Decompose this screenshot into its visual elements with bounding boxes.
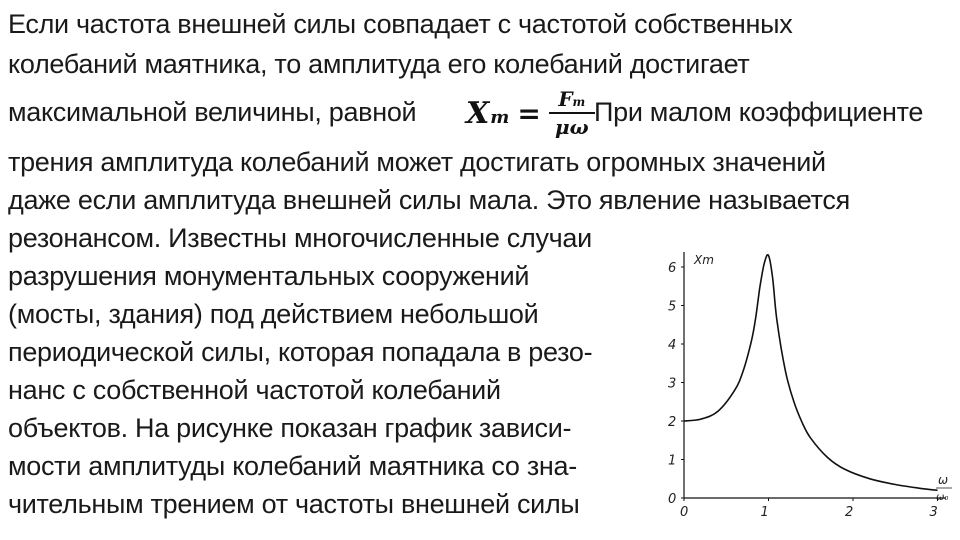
text-line-2: колебаний маятника, то амплитуда его колебаний достигает xyxy=(8,49,750,79)
x-axis-title-numerator: ω xyxy=(938,473,949,487)
text-line-8: (мосты, здания) под действием небольшой xyxy=(8,299,539,329)
y-tick-label: 1 xyxy=(668,453,677,469)
formula-numerator-symbol: F xyxy=(558,87,573,111)
text-line-4: трения амплитуда колебаний может достигать огромных значений xyxy=(8,147,826,177)
text-line-11: объектов. На рисунке показан график зависи- xyxy=(8,413,572,443)
y-tick-label: 6 xyxy=(668,261,677,276)
formula-equals: = xyxy=(517,96,541,130)
text-line-12: мости амплитуды колебаний маятника со зна- xyxy=(8,451,577,481)
amplitude-formula xyxy=(466,86,595,140)
formula-numerator-subscript: m xyxy=(572,95,586,109)
y-tick-label: 2 xyxy=(668,415,677,430)
text-line-10: нанс с собственной частотой колебаний xyxy=(8,375,501,405)
series-line xyxy=(684,255,938,491)
formula-lhs-symbol: X xyxy=(466,95,490,131)
text-line-9: периодической силы, которая попадала в резо- xyxy=(8,337,593,367)
formula-fraction xyxy=(549,87,595,139)
text-line-1: Если частота внешней силы совпадает с частотой собственных xyxy=(8,9,793,39)
formula-lhs xyxy=(466,96,509,131)
chart-ticks xyxy=(668,261,938,520)
formula-denominator: μω xyxy=(554,115,589,139)
text-line-6: резонансом. Известны многочисленные случаи xyxy=(8,223,592,253)
x-tick-label: 2 xyxy=(845,505,854,520)
y-tick-label: 4 xyxy=(668,338,677,353)
formula-lhs-subscript: m xyxy=(490,106,510,128)
x-axis-title-denominator: ω₀ xyxy=(936,492,949,503)
text-line-13: чительным трением от частоты внешней силы xyxy=(8,489,580,519)
x-tick-label: 1 xyxy=(760,505,769,520)
text-line-3-before: максимальной величины, равной xyxy=(8,97,417,127)
y-tick-label: 5 xyxy=(668,299,677,315)
y-axis-title: Xm xyxy=(694,253,714,267)
text-line-7: разрушения монументальных сооружений xyxy=(8,261,530,291)
resonance-chart xyxy=(650,238,956,528)
formula-numerator xyxy=(558,87,585,111)
fraction-bar xyxy=(549,112,595,114)
y-tick-label: 0 xyxy=(668,492,677,507)
x-axis-title xyxy=(936,473,952,503)
y-tick-label: 3 xyxy=(668,376,677,392)
x-tick-label: 0 xyxy=(680,505,689,520)
x-tick-label: 3 xyxy=(929,505,938,520)
text-line-5: даже если амплитуда внешней силы мала. Это явление называется xyxy=(8,185,850,215)
text-line-3-after: При малом коэффициенте xyxy=(594,97,924,127)
